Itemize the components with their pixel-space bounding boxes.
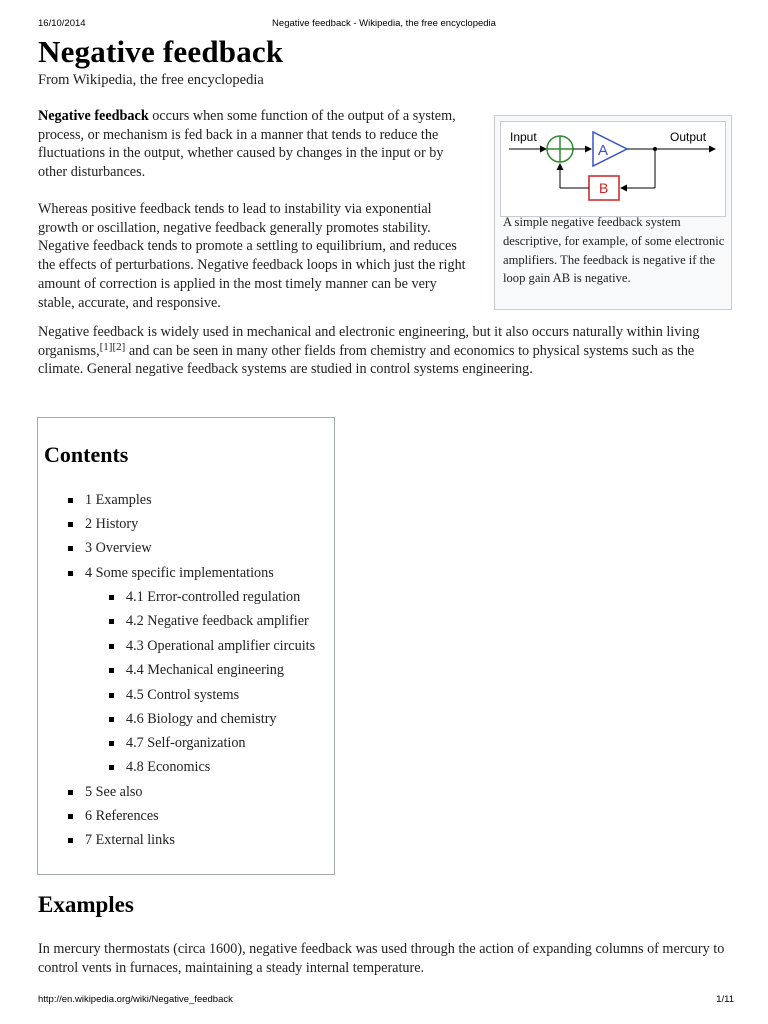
toc-item-4-4[interactable]	[126, 662, 284, 679]
toc-item-label: 4.5 Control systems	[126, 687, 240, 703]
toc-bullet	[109, 619, 114, 624]
toc-item-label: 6 References	[85, 808, 159, 824]
toc-bullet	[109, 595, 114, 600]
toc-item-references[interactable]	[85, 808, 159, 825]
feedback-block-label: B	[599, 180, 609, 196]
toc-item-label: 4 Some specific implementations	[85, 565, 274, 581]
diagram-output-label: Output	[670, 130, 707, 144]
toc-item-4-3[interactable]	[126, 638, 315, 655]
figure-thumbnail	[494, 115, 732, 310]
amplifier-label: A	[598, 142, 609, 159]
toc-item-history[interactable]	[85, 516, 138, 533]
toc-bullet	[68, 790, 73, 795]
toc-item-overview[interactable]	[85, 540, 152, 557]
intro-paragraph-1-text: occurs when some function of the output of a system, process, or mechanism is fed back in a manner that tends to reduce the fluctuations in the output, whether caused by changes in the input or by other disturbances.	[38, 108, 456, 181]
toc-bullet	[68, 522, 73, 527]
print-date: 16/10/2014	[38, 18, 86, 29]
toc-bullet	[68, 814, 73, 819]
toc-item-label: 4.2 Negative feedback amplifier	[126, 613, 309, 629]
toc-item-label: 5 See also	[85, 784, 143, 800]
toc-bullet	[109, 765, 114, 770]
section-heading-examples: Examples	[38, 892, 134, 917]
feedback-diagram[interactable]	[500, 121, 726, 217]
toc-item-label: 4.6 Biology and chemistry	[126, 711, 277, 727]
citation-1[interactable]: [1]	[99, 340, 113, 353]
toc-item-label: 1 Examples	[85, 492, 152, 508]
toc-item-implementations[interactable]	[85, 565, 274, 582]
toc-bullet	[68, 571, 73, 576]
print-page-title: Negative feedback - Wikipedia, the free encyclopedia	[272, 18, 496, 29]
figure-caption: A simple negative feedback system descriptive, for example, of some electronic amplifiers. The feedback is negative if the loop gain AB is negative.	[503, 215, 725, 286]
toc-item-label: 4.8 Economics	[126, 759, 211, 775]
citation-2[interactable]: [2]	[112, 340, 126, 353]
toc-item-4-5[interactable]	[126, 687, 239, 704]
toc-item-4-2[interactable]	[126, 613, 309, 630]
toc-bullet	[109, 717, 114, 722]
toc-item-4-1[interactable]	[126, 589, 300, 606]
toc-bullet	[109, 668, 114, 673]
print-page-number: 1/11	[716, 994, 734, 1005]
toc-bullet	[68, 498, 73, 503]
toc-item-label: 4.7 Self-organization	[126, 735, 246, 751]
toc-bullet	[109, 693, 114, 698]
toc-item-label: 3 Overview	[85, 540, 152, 556]
intro-paragraph-3-text-a: Negative feedback is widely used in mechanical and electronic engineering, but it also occurs naturally within living organisms,	[38, 324, 700, 359]
toc-item-see-also[interactable]	[85, 784, 143, 801]
toc-bullet	[68, 546, 73, 551]
toc-item-4-7[interactable]	[126, 735, 246, 752]
toc-item-label: 4.1 Error-controlled regulation	[126, 589, 301, 605]
article-subtitle: From Wikipedia, the free encyclopedia	[38, 72, 264, 88]
toc-bullet	[109, 741, 114, 746]
article-title: Negative feedback	[38, 34, 284, 69]
intro-paragraph-1	[38, 107, 468, 182]
toc-item-label: 4.4 Mechanical engineering	[126, 662, 284, 678]
examples-paragraph-1: In mercury thermostats (circa 1600), negative feedback was used through the action of expanding columns of mercury to control vents in furnaces, maintaining a steady internal temperature.	[38, 941, 725, 976]
intro-paragraph-2: Whereas positive feedback tends to lead to instability via exponential growth or oscillation, negative feedback generally promotes stability. Negative feedback tends to promote a settling to equilibrium, and reduces the effects of perturbations. Negative feedback loops in which just the right amount of correction is applied in the most timely manner can be very stable, accurate, and responsive.	[38, 201, 466, 311]
diagram-input-label: Input	[510, 130, 537, 144]
toc-title: Contents	[44, 442, 129, 467]
table-of-contents	[37, 417, 335, 875]
toc-item-examples[interactable]	[85, 492, 152, 509]
toc-bullet	[109, 644, 114, 649]
intro-term: Negative feedback	[38, 108, 149, 124]
intro-paragraph-3-text-b: and can be seen in many other fields from chemistry and economics to physical systems such as the climate. General negative feedback systems are studied in control systems engineering.	[38, 342, 695, 378]
toc-bullet	[68, 838, 73, 843]
toc-item-external-links[interactable]	[85, 832, 175, 849]
toc-item-label: 2 History	[85, 516, 139, 532]
intro-paragraph-3	[38, 323, 728, 379]
toc-item-4-6[interactable]	[126, 711, 277, 728]
toc-item-4-8[interactable]	[126, 759, 210, 776]
print-url[interactable]: http://en.wikipedia.org/wiki/Negative_feedback	[38, 994, 233, 1005]
print-header	[0, 18, 768, 32]
toc-item-label: 4.3 Operational amplifier circuits	[126, 638, 316, 654]
toc-item-label: 7 External links	[85, 832, 175, 848]
